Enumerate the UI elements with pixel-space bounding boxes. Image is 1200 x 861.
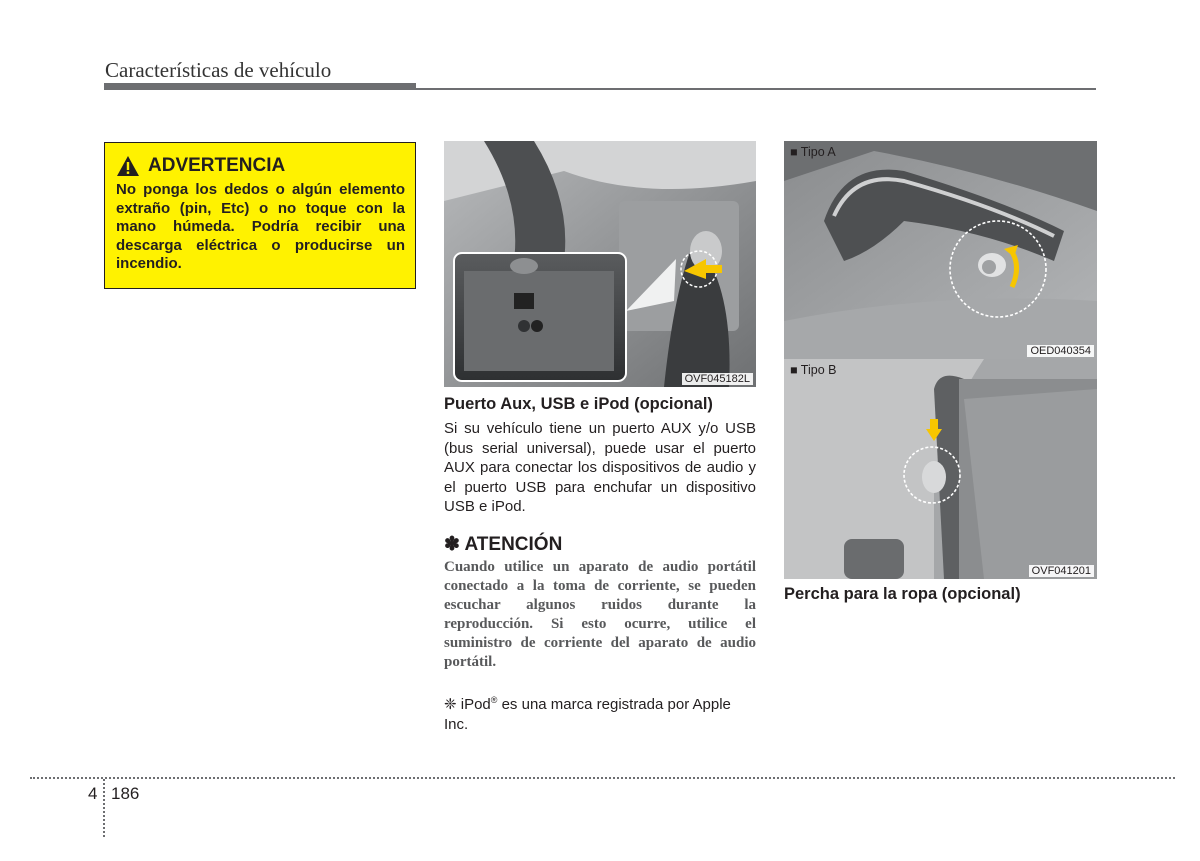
warning-heading: [116, 155, 405, 177]
note-text: es una marca registrada por Apple Inc.: [444, 696, 731, 733]
page-number: 186: [111, 784, 140, 803]
note-symbol: ❈: [444, 696, 457, 713]
footer-rule: [30, 777, 1175, 779]
aux-port-photo: [444, 141, 756, 387]
hanger-title: Percha para la ropa (opcional): [784, 585, 1021, 603]
warning-title: ADVERTENCIA: [148, 155, 286, 176]
aux-image-code: OVF045182L: [682, 373, 753, 385]
hanger-type-b-photo: [784, 359, 1097, 579]
header-rule: [104, 83, 416, 90]
hanger-image-code-b: OVF041201: [1029, 565, 1094, 577]
hanger-type-b-label: ■ Tipo B: [790, 363, 837, 377]
aux-title: Puerto Aux, USB e iPod (opcional): [444, 395, 713, 413]
footer-divider: [103, 779, 105, 837]
registered-mark: ®: [490, 695, 498, 705]
hanger-type-a-photo: [784, 141, 1097, 359]
trademark-note: [444, 691, 744, 734]
header-rule-thin: [416, 88, 1096, 90]
note-brand: iPod: [460, 696, 491, 713]
attention-title: ✽ ATENCIÓN: [444, 534, 563, 555]
page-header-title: Características de vehículo: [105, 58, 332, 82]
hanger-image-code-a: OED040354: [1027, 345, 1094, 357]
hanger-type-a-label: ■ Tipo A: [790, 145, 836, 159]
warning-box: [104, 142, 416, 289]
attention-text: Cuando utilice un aparato de audio portátil conectado a la toma de corriente, se pueden escuchar algunos ruidos durante la reproducción. Si esto ocurre, utilice el suministro de corriente del aparato de audio portátil.: [444, 559, 756, 670]
warning-text: No ponga los dedos o algún elemento extraño (pin, Etc) o no toque con la mano húmeda. Podría recibir una descarga eléctrica o producirse un incendio.: [116, 181, 405, 272]
warning-triangle-icon: [116, 155, 140, 177]
aux-text: Si su vehículo tiene un puerto AUX y/o USB (bus serial universal), puede usar el puerto AUX para conectar los dispositivos de audio y el puerto USB para enchufar un dispositivo USB e iPod.: [444, 420, 756, 515]
chapter-number: 4: [88, 784, 98, 803]
